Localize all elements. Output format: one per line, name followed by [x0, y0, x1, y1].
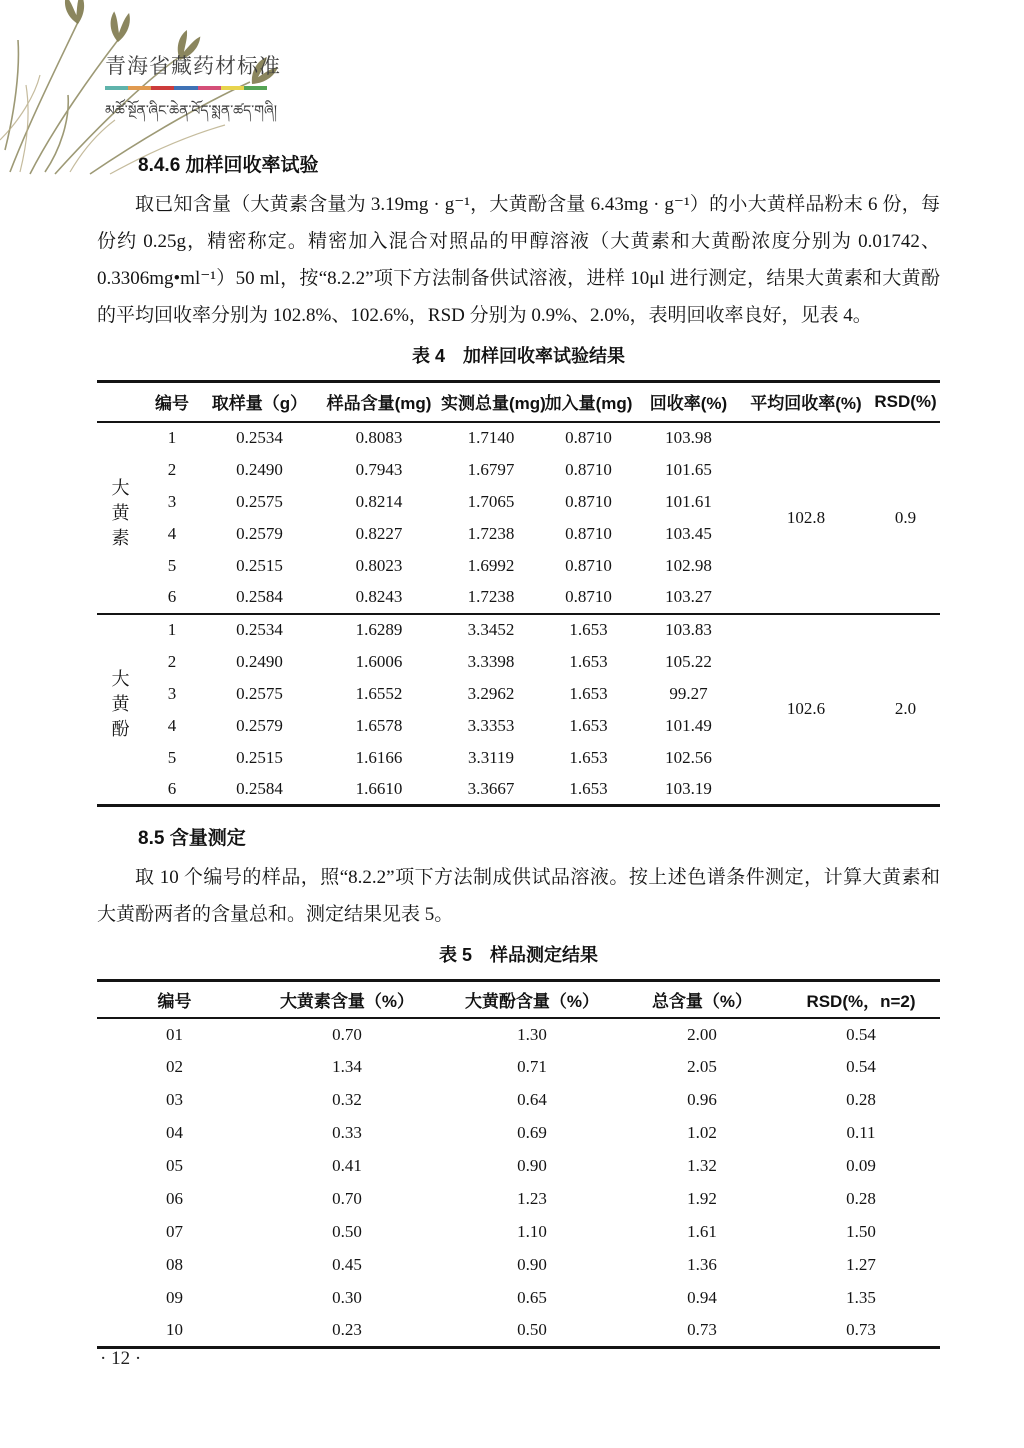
group-label-chrysophanol: 大黄酚	[109, 669, 130, 745]
table4-group-chrysophanol	[97, 614, 940, 806]
rainbow-segment	[244, 86, 267, 90]
brand-block	[105, 50, 365, 134]
group-label-emodin: 大黄素	[109, 477, 130, 553]
rsd-chrysophanol: 2.0	[894, 699, 917, 719]
table4-header-avg-recovery: 平均回收率(%)	[750, 394, 862, 414]
table4-header-total: 实测总量(mg)	[441, 394, 546, 414]
section-85-paragraph: 取 10 个编号的样品，照“8.2.2”项下方法制成供试品溶液。按上述色谱条件测定，计算大黄素和大黄酚两者的含量总和。测定结果见表 5。	[97, 867, 940, 925]
page-content	[97, 150, 940, 1349]
table-row: 6 0.2584 1.6610 3.3667 1.653 103.19	[167, 778, 712, 798]
table5-title: 表 5 样品测定结果	[438, 945, 598, 965]
brand-title-tibetan: མཚོ་སྔོན་ཞིང་ཆེན་བོད་སྨན་ཚད་གཞི།	[105, 104, 277, 119]
table-row: 4 0.2579 0.8227 1.7238 0.8710 103.45	[167, 523, 712, 543]
table-row: 6 0.2584 0.8243 1.7238 0.8710 103.27	[167, 587, 712, 606]
table4-header-rsd: RSD(%)	[874, 391, 937, 411]
table5-header-row	[97, 981, 940, 1018]
table4-header-added: 加入量(mg)	[544, 394, 633, 414]
table4-header-group	[97, 382, 142, 422]
rsd-emodin: 0.9	[894, 507, 917, 527]
table-row: 10 0.23 0.50 0.73 0.73	[166, 1320, 876, 1340]
rainbow-segment	[128, 86, 151, 90]
table5-header-rsd: RSD(%，n=2)	[806, 991, 916, 1011]
table-row: 3 0.2575 1.6552 3.2962 1.653 99.27	[167, 683, 708, 703]
table5-header-no: 编号	[157, 991, 192, 1011]
table-row: 03 0.32 0.64 0.96 0.28	[166, 1090, 876, 1109]
rainbow-segment	[221, 86, 244, 90]
section-heading-85: 8.5 含量测定	[138, 828, 246, 849]
table4-header-content: 样品含量(mg)	[326, 394, 432, 414]
rainbow-segment	[105, 86, 128, 90]
table5-sample-results	[97, 979, 940, 1349]
avg-recovery-chrysophanol: 102.6	[786, 699, 826, 719]
avg-recovery-emodin: 102.8	[786, 507, 826, 527]
table-row: 09 0.30 0.65 0.94 1.35	[166, 1288, 876, 1307]
table5-header-emodin: 大黄素含量（%）	[279, 991, 415, 1011]
section-heading-846: 8.4.6 加样回收率试验	[138, 155, 319, 176]
table-row: 08 0.45 0.90 1.36 1.27	[166, 1255, 876, 1274]
table5-header	[97, 981, 940, 1018]
table4-group-emodin	[97, 422, 940, 614]
table-row: 4 0.2579 1.6578 3.3353 1.653 101.49	[167, 715, 712, 735]
rainbow-segment	[198, 86, 221, 90]
table-row: 2 0.2490 0.7943 1.6797 0.8710 101.65	[167, 459, 712, 479]
brand-title-chinese: 青海省藏药材标准	[105, 55, 281, 78]
table4-header-no: 编号	[155, 394, 189, 414]
table-row: 5 0.2515 1.6166 3.3119 1.653 102.56	[167, 747, 712, 767]
table4-header	[97, 382, 940, 422]
table-row: 02 1.34 0.71 2.05 0.54	[166, 1057, 876, 1076]
table-row: 2 0.2490 1.6006 3.3398 1.653 105.22	[167, 651, 712, 671]
table4-header-recovery: 回收率(%)	[649, 394, 728, 414]
table4-recovery-results	[97, 380, 940, 807]
table-row: 06 0.70 1.23 1.92 0.28	[166, 1189, 876, 1208]
table-row: 04 0.33 0.69 1.02 0.11	[166, 1123, 876, 1142]
rainbow-segment	[174, 86, 197, 90]
table4-header-row	[97, 382, 940, 422]
table4-title: 表 4 加样回收率试验结果	[411, 346, 625, 366]
table-row: 01 0.70 1.30 2.00 0.54	[166, 1024, 876, 1044]
table-row: 05 0.41 0.90 1.32 0.09	[166, 1156, 876, 1175]
section-846-paragraph: 取已知含量（大黄素含量为 3.19mg · g⁻¹，大黄酚含量 6.43mg · g⁻¹）的小大黄样品粉末 6 份，每份约 0.25g，精密称定。精密加入混合对照品的甲醇溶液（大黄素和大黄酚浓度分别为 0.01742、0.3306mg•ml⁻¹）50 ml，按“8.2.2”项下方法制备供试溶液，进样 10μl 进行测定，结果大黄素和大黄酚的平均回收率分别为 102.8%、102.6%，RSD 分别为 0.9%、2.0%，表明回收率良好，见表 4。	[97, 194, 940, 326]
table5-header-total: 总含量（%）	[651, 991, 753, 1011]
table-row: 07 0.50 1.10 1.61 1.50	[166, 1222, 876, 1241]
table-row: 大黄素 1 0.2534 0.8083 1.7140 0.8710 103.98 102.8 0.9	[97, 422, 940, 454]
table5-header-chrysophanol: 大黄酚含量（%）	[464, 991, 600, 1011]
table-row: 5 0.2515 0.8023 1.6992 0.8710 102.98	[167, 555, 712, 575]
table5-body	[97, 1018, 940, 1348]
page-number: · 12 ·	[100, 1348, 142, 1369]
table-row: 大黄酚 1 0.2534 1.6289 3.3452 1.653 103.83 102.6 2.0	[97, 614, 940, 646]
table-row: 3 0.2575 0.8214 1.7065 0.8710 101.61	[167, 491, 712, 511]
rainbow-divider	[105, 86, 267, 90]
table4-header-sampling: 取样量（g）	[211, 394, 308, 414]
rainbow-segment	[151, 86, 174, 90]
